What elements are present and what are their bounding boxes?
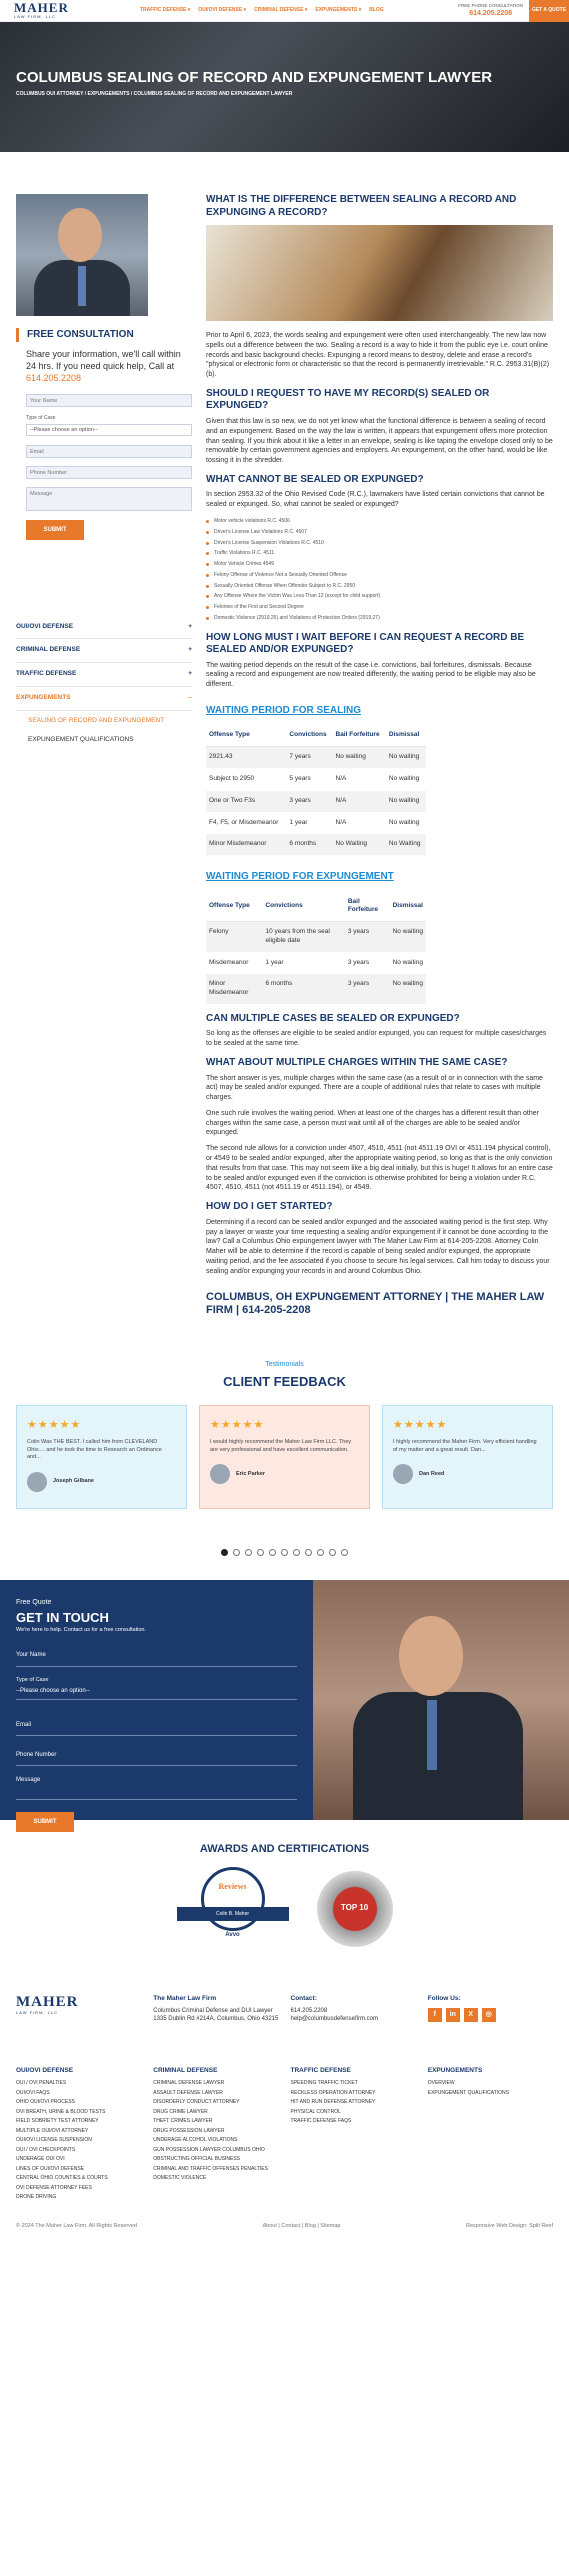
sidebar-item-expungements[interactable] (16, 687, 192, 711)
table-cell: N/A (333, 768, 386, 790)
table-cell: 6 months (286, 834, 332, 856)
heading-difference: WHAT IS THE DIFFERENCE BETWEEN SEALING A RECORD AND EXPUNGING A RECORD? (206, 194, 517, 218)
carousel-dot[interactable] (233, 1549, 240, 1556)
testimonial-text: Colin Was THE BEST. I called him from CLEVELAND Ohio.... and he took the time to Research an Ordinance and... (27, 1438, 162, 1461)
list-item: Motor Vehicle Crimes 4549 (206, 559, 553, 570)
paragraph-charges-3: The second rule allows for a conviction under 4507, 4510, 4511 (not 4511.19 OVI or 4511.194 physical control), or 4549 to be sealed and/or expunged, after the appropriate waiting period, so long as that is the only conviction that results from that case. This may not seem like a big deal initially, but this is huge! It allows for an entire case to be sealed and/or expunged even if the conviction is otherwise prohibited for being a violation under R.C. 4507, 4510, 4511 (not 4511.19 or 4511.194), or 4549. (206, 1145, 553, 1192)
footer-link[interactable]: HIT AND RUN DEFENSE ATTORNEY (290, 2099, 376, 2106)
heading-multiple: CAN MULTIPLE CASES BE SEALED OR EXPUNGED? (206, 1012, 460, 1024)
table-header: Dismissal (386, 725, 426, 746)
avatar (210, 1464, 230, 1484)
avvo-reviews-text: Reviews (218, 1881, 247, 1891)
consultation-text-body: Share your information, we'll call within 24 hrs. If you need quick help, Call at (26, 348, 181, 371)
nav-criminal-defense[interactable]: CRIMINAL DEFENSE ▾ (254, 7, 308, 14)
follow-heading: Follow Us: (427, 1994, 461, 2002)
testimonial-text: I highly recommend the Maher Firm. Very efficient handling of my matter and a great result. Dan... (393, 1438, 537, 1453)
reviewer-name: Joseph Gilbane (53, 1478, 94, 1485)
table-cell: 5 years (286, 768, 332, 790)
carousel-dot[interactable] (257, 1549, 264, 1556)
table-cell: 3 years (286, 790, 332, 812)
attorney-photo (313, 1580, 569, 1820)
expungement-table (206, 892, 426, 1005)
get-in-touch-section (0, 1580, 569, 1826)
photo-head-shape (399, 1616, 463, 1696)
logo-main-text: MAHER (16, 1993, 79, 2010)
table-cell: 10 years from the seal eligible date (262, 922, 344, 953)
list-item: Domestic Violence (2919.25) and Violations of Protection Orders (2919.27) (206, 613, 553, 624)
reviewer-name: Eric Parker (236, 1470, 266, 1477)
list-item: Any Offense Where the Victim Was Less Than 13 (except for child support) (206, 591, 553, 602)
sidebar-item-label: TRAFFIC DEFENSE (16, 670, 77, 678)
plus-icon: + (188, 646, 192, 654)
name-field[interactable]: Your Name (16, 1646, 297, 1666)
paragraph-charges-1: The short answer is yes, multiple charges within the same case (as a result of or in connection with the same act) may be sealed and/or expunged. There are a couple of additional rules that relate to cases with multiple charges. (206, 1074, 543, 1102)
header-call[interactable] (458, 3, 523, 19)
table-cell: 7 years (286, 747, 332, 769)
credit[interactable]: Responsive Web Design: Split Reef (465, 2222, 553, 2229)
footer-link[interactable]: MULTIPLE OUI/OVI ATTORNEY (16, 2127, 89, 2134)
footer (0, 1967, 569, 2203)
submit-button[interactable]: SUBMIT (16, 1812, 74, 1832)
consultation-form (26, 394, 192, 540)
testimonials-label: Testimonials (265, 1361, 304, 1369)
attorney-photo (16, 194, 148, 316)
table-cell: Minor Misdemeanor (206, 834, 286, 856)
footer-link[interactable]: OHIO OUI/OVI PROCESS (16, 2099, 75, 2106)
footer-link[interactable]: FIELD SOBRIETY TEST ATTORNEY (16, 2118, 99, 2125)
footer-link[interactable]: DRONE DRIVING (16, 2194, 57, 2201)
contact-heading: Contact: (290, 1994, 317, 2002)
footer-column-heading[interactable]: TRAFFIC DEFENSE (290, 2067, 351, 2075)
x-icon[interactable]: X (464, 2008, 478, 2022)
testimonial-text: I would highly recommend the Maher Law Firm LLC. They are very professional and have excellent communication. (210, 1438, 352, 1453)
table-row (206, 952, 426, 974)
testimonial-card[interactable] (382, 1405, 553, 1509)
footer-link-column (16, 2067, 141, 2202)
email-field[interactable]: Email (16, 1716, 297, 1736)
footer-link[interactable]: SPEEDING TRAFFIC TICKET (290, 2080, 358, 2087)
footer-link[interactable]: LINES OF OUI/OVI DEFENSE (16, 2165, 85, 2172)
footer-top (16, 1995, 553, 2024)
table-cell: No waiting (386, 768, 426, 790)
table-row (206, 790, 426, 812)
list-item: Felonies of the First and Second Degree (206, 602, 553, 613)
footer-contact (291, 1995, 416, 2024)
reviewer (210, 1464, 359, 1484)
sidebar-item-label: CRIMINAL DEFENSE (16, 646, 81, 654)
table-header: Offense Type (206, 725, 286, 746)
table-cell: 1 year (286, 812, 332, 834)
plus-icon: + (188, 622, 192, 630)
footer-links (16, 2067, 553, 2202)
subnav-sealing-of-record[interactable]: SEALING OF RECORD AND EXPUNGEMENT (28, 716, 165, 724)
contact-phone[interactable]: 614.205.2208 (290, 2007, 328, 2014)
carousel-dot[interactable] (245, 1549, 252, 1556)
case-type-label: Type of Case (26, 414, 56, 421)
table-cell: No waiting (386, 790, 426, 812)
copyright: © 2024 The Maher Law Firm. All Rights Reserved (16, 2222, 138, 2229)
table-cell: 1 year (262, 952, 344, 974)
site-logo[interactable] (14, 1, 84, 19)
footer-link-column (291, 2067, 416, 2202)
paragraph-wait: The waiting period depends on the result of the case i.e. convictions, bail forfeitures, dismissals. Because sealing a record and expungement are now treated differently, the waiting period to be eligible may also be different. (206, 661, 536, 689)
table-row (206, 834, 426, 856)
awards-title: AWARDS AND CERTIFICATIONS (199, 1843, 370, 1856)
carousel-dot[interactable] (341, 1549, 348, 1556)
avvo-badge-circle (201, 1867, 265, 1931)
phone-field[interactable]: Phone Number (26, 466, 192, 479)
testimonial-cards (0, 1391, 569, 1509)
table-cell: One or Two F3s (206, 790, 286, 812)
cannot-list (206, 516, 553, 624)
logo-sub-text: LAW FIRM, LLC (16, 2009, 58, 2015)
table-cell: 3 years (345, 974, 390, 1005)
footer-link[interactable]: OVERVIEW (427, 2080, 455, 2087)
table-cell: No waiting (390, 974, 426, 1005)
carousel-dot[interactable] (293, 1549, 300, 1556)
top-10-badge[interactable]: TOP 10 (317, 1871, 393, 1947)
email-field[interactable]: Email (26, 445, 192, 458)
nav-traffic-defense[interactable]: TRAFFIC DEFENSE ▾ (140, 7, 191, 14)
table-header: Convictions (286, 725, 332, 746)
footer-column-heading[interactable]: OUI/OVI DEFENSE (16, 2067, 74, 2075)
footer-link[interactable]: RECKLESS OPERATION ATTORNEY (290, 2089, 376, 2096)
list-item: Driver's License Suspension Violations R.C. 4510 (206, 538, 553, 549)
main-content (206, 194, 553, 1322)
footer-link[interactable]: DOMESTIC VIOLENCE (153, 2175, 207, 2182)
table-cell: 6 months (262, 974, 344, 1005)
table-header: Offense Type (206, 892, 262, 922)
award-badges (0, 1867, 569, 1957)
firm-text: Columbus Criminal Defense and DUI Lawyer (153, 2007, 273, 2014)
case-type-label: Type of Case (16, 1676, 49, 1683)
linkedin-icon[interactable]: in (446, 2008, 460, 2022)
page-title: COLUMBUS SEALING OF RECORD AND EXPUNGEMENT LAWYER (16, 69, 493, 86)
reviewer (393, 1464, 542, 1484)
footer-link[interactable]: ASSAULT DEFENSE LAWYER (153, 2089, 223, 2096)
list-item: Sexually Oriented Offense When Offender Subject to R.C. 2950 (206, 581, 553, 592)
footer-link[interactable]: EXPUNGEMENT QUALIFICATIONS (427, 2089, 509, 2096)
table-cell: Subject to 2950 (206, 768, 286, 790)
testimonials-section (0, 1348, 569, 1556)
star-rating-icon: ★★★★★ (393, 1419, 448, 1432)
case-type-select[interactable]: --Please choose an option-- (26, 424, 192, 436)
footer-link[interactable]: DRUG CRIME LAWYER (153, 2108, 208, 2115)
footer-link-column (153, 2067, 278, 2202)
footer-logo[interactable] (16, 1995, 141, 2024)
social-icons (428, 2008, 553, 2022)
heading-start: HOW DO I GET STARTED? (206, 1201, 333, 1213)
footer-link[interactable]: GUN POSSESSION LAWYER COLUMBUS OHIO (153, 2146, 265, 2153)
phone-field[interactable]: Phone Number (16, 1746, 297, 1766)
avatar (27, 1472, 47, 1492)
footer-link[interactable]: CENTRAL OHIO COUNTIES & COURTS (16, 2175, 108, 2182)
table-cell: Misdemeanor (206, 952, 262, 974)
get-a-quote-button[interactable]: GET A QUOTE (529, 0, 569, 22)
footer-firm-info (153, 1995, 278, 2024)
heading-cannot: WHAT CANNOT BE SEALED OR EXPUNGED? (206, 473, 424, 485)
footer-bottom (0, 2203, 569, 2230)
table-cell: Minor Misdemeanor (206, 974, 262, 1005)
sealing-table (206, 725, 426, 856)
firm-address: 1335 Dublin Rd #214A, Columbus, Ohio 43215 (153, 2016, 279, 2023)
firm-heading: The Maher Law Firm (153, 1994, 217, 2002)
table-cell: No waiting (390, 922, 426, 953)
heading-wait: HOW LONG MUST I WAIT BEFORE I CAN REQUEST A RECORD BE SEALED AND/OR EXPUNGED? (206, 631, 525, 656)
footer-link[interactable]: OUI / OVI CHECKPOINTS (16, 2146, 76, 2153)
footer-link[interactable]: UNDERAGE OUI OVI (16, 2156, 65, 2163)
paragraph-multiple: So long as the offenses are eligible to be sealed and/or expunged, you can request for multiple cases/charges to be sealed at the same time. (206, 1030, 547, 1048)
contact-email[interactable]: help@columbusdefensefirm.com (290, 2016, 378, 2023)
carousel-dot[interactable] (329, 1549, 336, 1556)
table-row (206, 747, 426, 769)
carousel-dot[interactable] (281, 1549, 288, 1556)
footer-link[interactable]: OVI BREATH, URINE & BLOOD TESTS (16, 2108, 106, 2115)
testimonial-card[interactable] (16, 1405, 187, 1509)
sidebar (16, 194, 192, 1322)
table-cell: No waiting (390, 952, 426, 974)
get-in-touch-form (0, 1580, 313, 1826)
footer-link[interactable]: THEFT CRIMES LAWYER (153, 2118, 213, 2125)
footer-link[interactable]: CRIMINAL DEFENSE LAWYER (153, 2080, 225, 2087)
paragraph-cannot: In section 2953.32 of the Ohio Revised Code (R.C.), lawmakers have listed certain convictions that cannot be sealed or expunged. So, what cannot be sealed or expunged? (206, 491, 545, 509)
plus-icon: + (188, 670, 192, 678)
avvo-ribbon: Colin B. Maher (177, 1907, 289, 1921)
logo-sub-text: LAW FIRM, LLC (14, 14, 56, 20)
carousel-dot[interactable] (221, 1549, 228, 1556)
instagram-icon[interactable]: ◎ (482, 2008, 496, 2022)
carousel-dot[interactable] (317, 1549, 324, 1556)
subnav-expungement-qualifications[interactable]: EXPUNGEMENT QUALIFICATIONS (28, 735, 134, 743)
free-consultation-title: FREE CONSULTATION (16, 328, 192, 342)
main-nav (140, 7, 384, 14)
footer-link[interactable]: UNDERAGE ALCOHOL VIOLATIONS (153, 2137, 238, 2144)
testimonials-title: CLIENT FEEDBACK (223, 1374, 346, 1390)
avatar (393, 1464, 413, 1484)
consultation-phone[interactable]: 614.205.2208 (26, 372, 82, 383)
name-field[interactable]: Your Name (26, 394, 192, 407)
submit-button[interactable]: SUBMIT (26, 520, 84, 540)
footer-link[interactable]: DISORDERLY CONDUCT ATTORNEY (153, 2099, 240, 2106)
hero-banner (0, 22, 569, 152)
heading-final: COLUMBUS, OH EXPUNGEMENT ATTORNEY | THE MAHER LAW FIRM | 614-205-2208 (206, 1290, 545, 1317)
reviewer-name: Dan Reed (419, 1470, 445, 1477)
table-cell: No waiting (386, 812, 426, 834)
heading-wait-sealing[interactable]: WAITING PERIOD FOR SEALING (206, 704, 362, 716)
footer-link-column (428, 2067, 553, 2202)
table-cell: 3 years (345, 952, 390, 974)
logo-main-text: MAHER (14, 0, 69, 16)
footer-link[interactable]: OUI/OVI FAQS (16, 2089, 50, 2096)
nav-blog[interactable]: BLOG (369, 7, 384, 14)
table-cell: 3 years (345, 922, 390, 953)
list-item: Motor vehicle violations R.C. 4506 (206, 516, 553, 527)
photo-tie-shape (78, 266, 86, 306)
nav-expungements[interactable]: EXPUNGEMENTS ▾ (315, 7, 362, 14)
avvo-badge[interactable] (177, 1867, 289, 1957)
carousel-dot[interactable] (269, 1549, 276, 1556)
table-cell: N/A (333, 790, 386, 812)
table-cell: 2921.43 (206, 747, 286, 769)
sidebar-item-criminal[interactable] (16, 639, 192, 663)
footer-link[interactable]: CRIMINAL AND TRAFFIC OFFENSES PENALTIES (153, 2165, 268, 2172)
table-cell: Felony (206, 922, 262, 953)
footer-follow (428, 1995, 553, 2024)
call-label: FREE PHONE CONSULTATION (458, 2, 523, 8)
carousel-dot[interactable] (305, 1549, 312, 1556)
footer-column-heading[interactable]: EXPUNGEMENTS (427, 2067, 483, 2075)
table-row (206, 974, 426, 1005)
sidebar-item-traffic[interactable] (16, 663, 192, 687)
footer-link[interactable]: OVI DEFENSE ATTORNEY FEES (16, 2184, 92, 2191)
heading-charges: WHAT ABOUT MULTIPLE CHARGES WITHIN THE SAME CASE? (206, 1057, 508, 1068)
table-header: Convictions (262, 892, 344, 922)
table-cell: N/A (333, 812, 386, 834)
footer-link[interactable]: OUI / OVI PENALTIES (16, 2080, 67, 2087)
breadcrumb[interactable]: COLUMBUS OUI ATTORNEY / EXPUNGEMENTS / COLUMBUS SEALING OF RECORD AND EXPUNGEMENT LAWYER (16, 90, 293, 97)
footer-column-heading[interactable]: CRIMINAL DEFENSE (153, 2067, 218, 2075)
heading-should: SHOULD I REQUEST TO HAVE MY RECORD(S) SEALED OR EXPUNGED? (206, 387, 490, 412)
content-wrap (0, 152, 569, 1322)
sidebar-item-label: EXPUNGEMENTS (16, 693, 71, 701)
photo-tie-shape (427, 1700, 437, 1770)
star-rating-icon: ★★★★★ (210, 1419, 265, 1432)
footer-link[interactable]: OBSTRUCTING OFFICIAL BUSINESS (153, 2156, 241, 2163)
get-in-touch-title: GET IN TOUCH (16, 1610, 109, 1626)
table-header: Bail Forfeiture (333, 725, 386, 746)
table-row (206, 922, 426, 953)
photo-body-shape (353, 1692, 523, 1820)
paragraph-should: Given that this law is so new, we do not yet know what the functional difference is between a sealing of record and an expungement. Based on the way the law is written, it appears that expungement offers more protection than sealing. If you think about it like a letter in an envelope, sealing is like taping the envelope closed only to be removable by certain government agencies and employers. An expungement, on the other hand, would be like tossing it in the shredder. (206, 417, 553, 465)
table-header: Bail Forfeiture (345, 892, 390, 922)
table-cell: No waiting (333, 747, 386, 769)
footer-link[interactable]: OUI/OVI LICENSE SUSPENSION (16, 2137, 92, 2144)
header-phone[interactable]: 614.205.2208 (469, 9, 513, 17)
table-header: Dismissal (390, 892, 426, 922)
facebook-icon[interactable]: f (428, 2008, 442, 2022)
table-row (206, 768, 426, 790)
free-quote-label: Free Quote (16, 1599, 52, 1607)
awards-section (0, 1820, 569, 1967)
nav-oui-ovi-defense[interactable]: OUI/OVI DEFENSE ▾ (198, 7, 247, 14)
paragraph-difference: Prior to April 6, 2023, the words sealing and expungement were often used interchangeably. The new law now spells out a difference between the two. Sealing a record is a way to hide it from the public eye i.e. court online records and basic background checks. Expunging a record means to destroy, delete and erase a record's "physical or electronic form or characteristic so that the record is permanently irretrievable." R.C. 2953.31(B)(2)(b). (206, 332, 550, 379)
table-cell: No waiting (386, 747, 426, 769)
star-rating-icon: ★★★★★ (27, 1419, 82, 1432)
gavel-image (206, 225, 553, 321)
photo-head-shape (58, 208, 102, 262)
top-header (0, 0, 569, 22)
get-in-touch-subtitle: We're here to help. Contact us for a free consultation. (16, 1627, 146, 1634)
legal-links[interactable]: About | Contact | Blog | Sitemap (262, 2222, 341, 2229)
reviewer (27, 1472, 176, 1492)
message-field[interactable]: Message (16, 1776, 297, 1800)
table-cell: F4, F5, or Misdemeanor (206, 812, 286, 834)
paragraph-start: Determining if a record can be sealed and/or expunged and the associated waiting period is the first step. Why pay a lawyer or waste your time requesting a sealing and/or expungement if it cannot be done according to the law? Call a Columbus Ohio expungement lawyer with The Maher Law Firm at 614-205-2208. Attorney Colin Maher will be able to determine if the record is capable of being sealed and/or expunged, the appropriate waiting period, and the fee associated if you choose to secure his legal services. Call him today to discuss your sealing and/or expunging your records in and around Columbus Ohio. (206, 1218, 550, 1275)
case-type-select[interactable]: --Please choose an option-- (16, 1684, 297, 1700)
consultation-text (26, 348, 192, 384)
heading-wait-expungement[interactable]: WAITING PERIOD FOR EXPUNGEMENT (206, 871, 394, 883)
paragraph-charges-2: One such rule involves the waiting period. When at least one of the charges has a different result than other charges within the same case, a person must wait until all of the charges are able to be sealed and/or expunged. (206, 1109, 539, 1137)
sidebar-item-oui-ovi[interactable] (16, 616, 192, 640)
table-cell: No Waiting (333, 834, 386, 856)
table-cell: No Waiting (386, 834, 426, 856)
testimonial-card[interactable] (199, 1405, 370, 1509)
sidebar-nav (16, 616, 192, 749)
sidebar-item-label: OUI/OVI DEFENSE (16, 622, 74, 630)
list-item: Driver's License Law Violations R.C. 4507 (206, 527, 553, 538)
message-field[interactable]: Message (26, 487, 192, 511)
list-item: Felony Offense of Violence Not a Sexually Oriented Offense (206, 570, 553, 581)
avvo-logo: Avvo (225, 1931, 240, 1938)
footer-link[interactable]: PHYSICAL CONTROL (290, 2108, 341, 2115)
footer-link[interactable]: TRAFFIC DEFENSE FAQS (290, 2118, 352, 2125)
list-item: Traffic Violations R.C. 4511 (206, 548, 553, 559)
carousel-dots (0, 1549, 569, 1556)
minus-icon: – (188, 693, 192, 701)
table-row (206, 812, 426, 834)
footer-link[interactable]: DRUG POSSESSION LAWYER (153, 2127, 225, 2134)
